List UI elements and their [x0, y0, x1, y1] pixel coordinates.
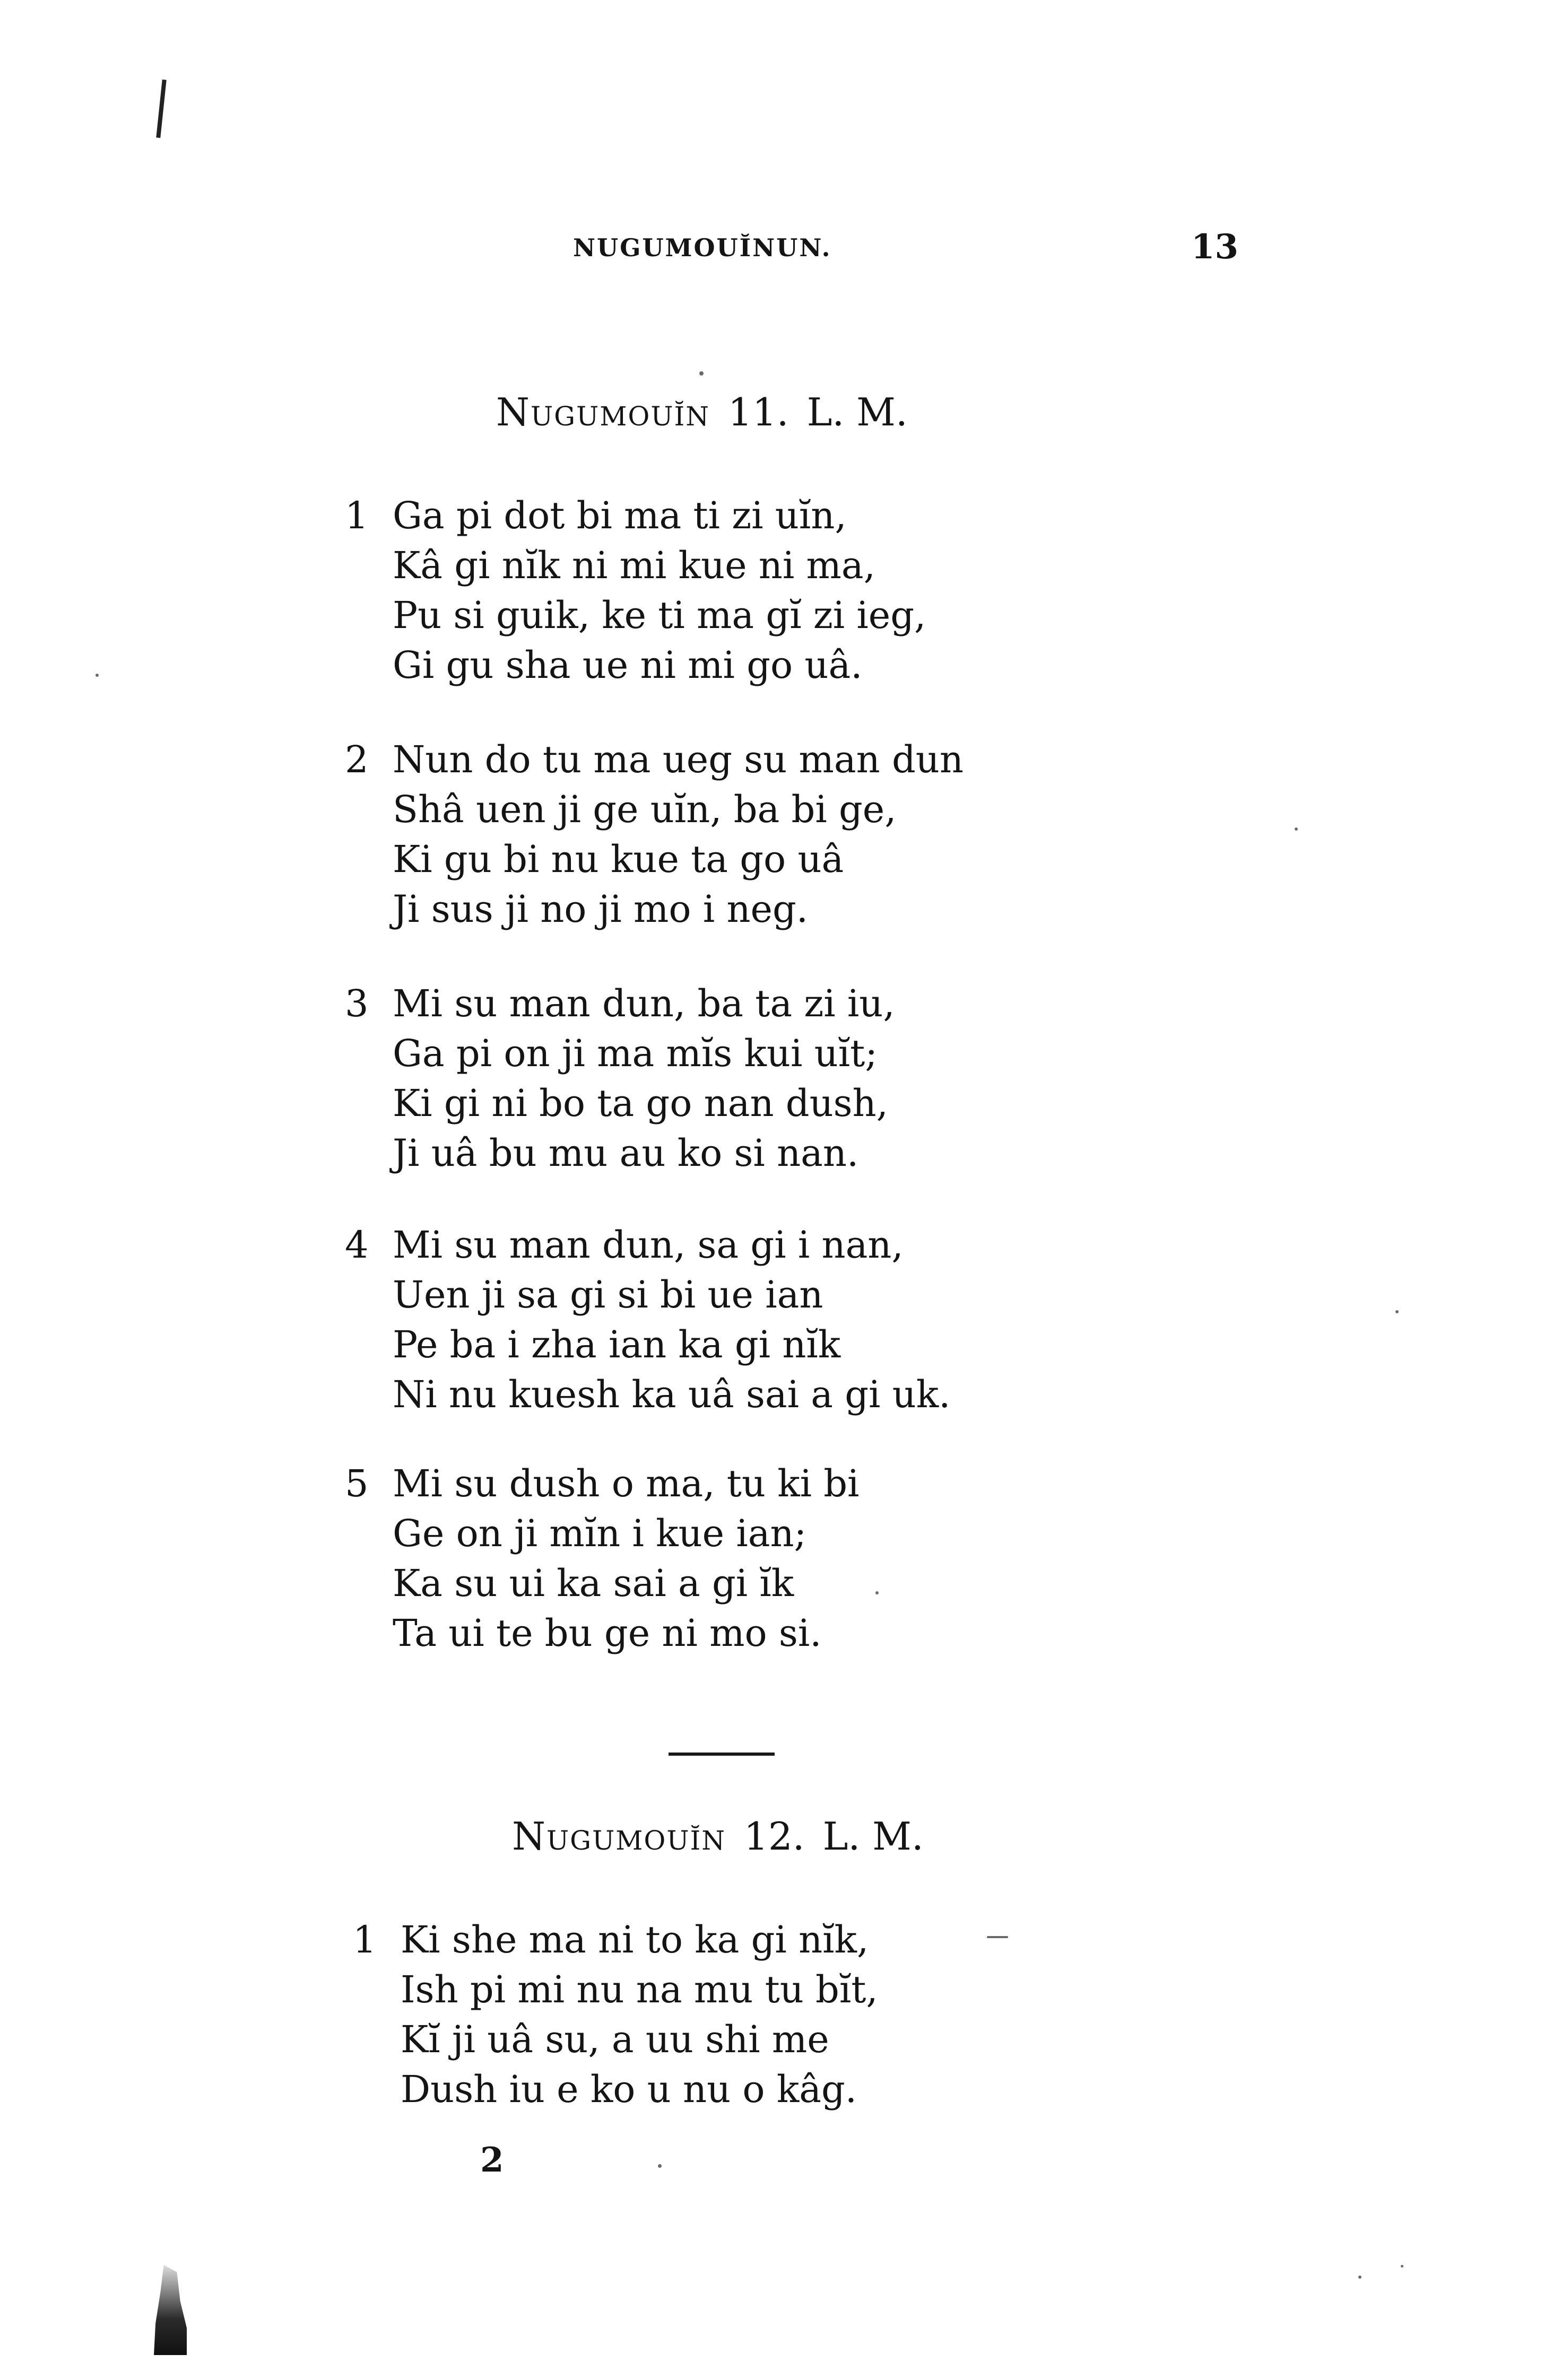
hymn-12-stanza-1 [353, 1915, 1096, 2114]
verse-line: 1 Ki she ma ni to ka gi nĭk, [353, 1915, 1096, 1965]
stanza-number: 1 [345, 494, 369, 537]
verse-line: Shâ uen ji ge uĭn, ba bi ge, [393, 788, 897, 831]
scan-speck [96, 674, 99, 677]
verse-line: 4 Mi su man dun, sa gi i nan, [345, 1220, 1088, 1270]
verse-line: Ge on ji mĭn i kue ian; [393, 1512, 807, 1555]
hymn-title-11 [496, 390, 908, 434]
verse-line: Ki gi ni bo ta go nan dush, [393, 1082, 888, 1125]
verse-line: Ji uâ bu mu au ko si nan. [393, 1131, 859, 1175]
verse-line: Ka su ui ka sai a gi ĭk [393, 1562, 794, 1605]
hymn-meter: L. M. [822, 1814, 924, 1859]
scan-speck [875, 1591, 879, 1594]
verse-line: Kâ gi nĭk ni mi kue ni ma, [393, 544, 875, 587]
stanza-number: 5 [345, 1462, 369, 1505]
hymn-11-stanza-1 [345, 491, 1088, 690]
scan-speck [1295, 827, 1298, 831]
hymn-title-12 [512, 1814, 924, 1859]
stanza-number: 4 [345, 1223, 369, 1267]
running-title: NUGUMOUĬNUN. [573, 233, 832, 262]
hymn-number: 11. [728, 390, 789, 434]
scan-speck [658, 2164, 662, 2168]
verse-line: 5 Mi su dush o ma, tu ki bi [345, 1459, 1088, 1509]
ink-smudge-bottom-left [154, 2265, 187, 2355]
section-divider [669, 1753, 775, 1756]
hymn-11-stanza-2 [345, 735, 1088, 934]
stanza-number: 2 [345, 738, 369, 781]
verse-line: Dush iu e ko u nu o kâg. [401, 2068, 857, 2111]
scan-speck [1358, 2276, 1361, 2279]
page-number: 13 [1191, 227, 1239, 267]
scan-speck [1401, 2265, 1403, 2268]
verse-line: Ish pi mi nu na mu tu bĭt, [401, 1968, 878, 2011]
hymn-number: 12. [744, 1814, 805, 1859]
signature-mark: 2 [480, 2140, 504, 2180]
verse-line: Ga pi on ji ma mĭs kui uĭt; [393, 1032, 878, 1075]
verse-line: Gi gu sha ue ni mi go uâ. [393, 643, 863, 687]
stanza-number: 3 [345, 982, 369, 1025]
scan-speck [1395, 1310, 1399, 1313]
verse-line: 2 Nun do tu ma ueg su man dun [345, 735, 1088, 784]
ink-blot-top-left [156, 80, 166, 138]
verse-line: Ta ui te bu ge ni mo si. [393, 1611, 822, 1655]
verse-line: Pu si guik, ke ti ma gĭ zi ieg, [393, 594, 926, 637]
hymn-title-word: Nugumouĭn [496, 390, 710, 434]
verse-line: Pe ba i zha ian ka gi nĭk [393, 1323, 841, 1366]
scan-speck [987, 1936, 1008, 1938]
verse-line: 3 Mi su man dun, ba ta zi iu, [345, 979, 1088, 1028]
hymn-11-stanza-5 [345, 1459, 1088, 1658]
verse-line: 1 Ga pi dot bi ma ti zi uĭn, [345, 491, 1088, 540]
hymn-meter: L. M. [806, 390, 908, 434]
verse-line: Kĭ ji uâ su, a uu shi me [401, 2018, 829, 2061]
scan-speck [699, 371, 704, 376]
stanza-number: 1 [353, 1918, 377, 1961]
hymn-title-word: Nugumouĭn [512, 1814, 726, 1859]
verse-line: Uen ji sa gi si bi ue ian [393, 1273, 823, 1317]
verse-line: Ji sus ji no ji mo i neg. [393, 887, 809, 931]
verse-line: Ki gu bi nu kue ta go uâ [393, 838, 844, 881]
hymn-11-stanza-4 [345, 1220, 1088, 1419]
verse-line: Ni nu kuesh ka uâ sai a gi uk. [393, 1373, 951, 1416]
hymn-11-stanza-3 [345, 979, 1088, 1178]
